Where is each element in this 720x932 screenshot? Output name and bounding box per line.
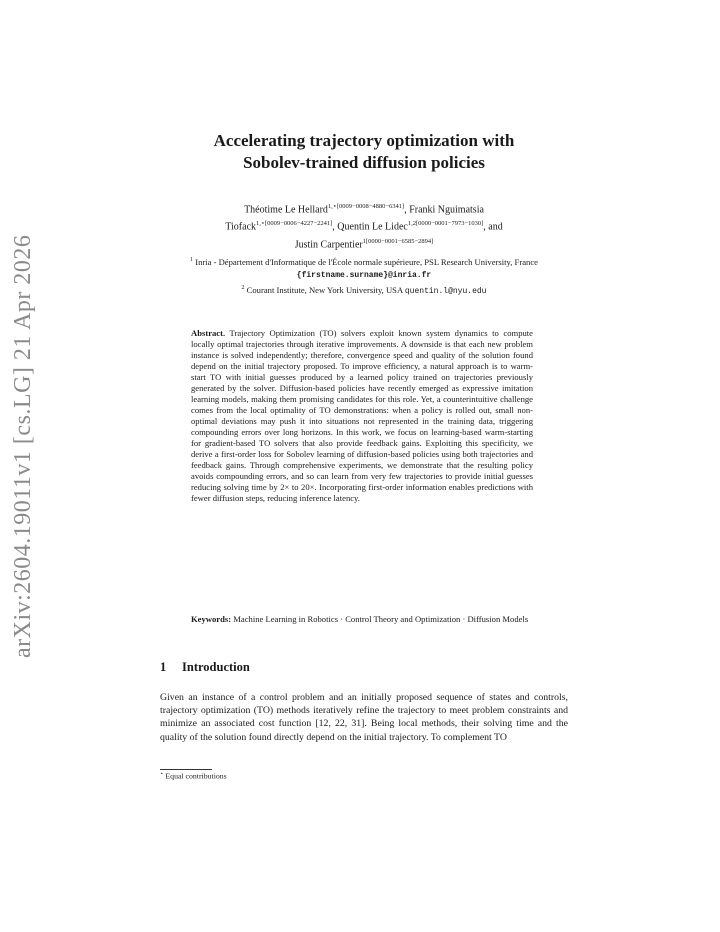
author-name: , Quentin Le Lidec (332, 221, 408, 233)
section-number: 1 (160, 660, 167, 674)
affiliation-text: Inria - Département d'Informatique de l'École normale supérieure, PSL Research University, France (195, 256, 538, 267)
author-affiliation-orcid: 1,⋆[0009−0008−4880−6341] (327, 203, 405, 210)
affiliation-email: {firstname.surname}@inria.fr (296, 270, 432, 280)
section-title: Introduction (182, 660, 250, 674)
title-line-2: Sobolev-trained diffusion policies (243, 153, 485, 172)
keywords-text: Machine Learning in Robotics · Control Theory and Optimization · Diffusion Models (233, 614, 529, 624)
affiliation-number: 2 (241, 284, 245, 291)
affiliation-number: 1 (190, 257, 194, 263)
author-affiliation-orcid: 1,⋆[0009−0006−4227−2241] (256, 220, 333, 228)
author-conjunction: , and (483, 221, 503, 233)
author-line-1 (160, 200, 568, 217)
introduction-paragraph: Given an instance of a control problem and an initially proposed sequence of states and controls, trajectory optimization (TO) methods iteratively refine the trajectory to meet problem constraints and minimize an associated cost function [12, 22, 31]. Being local methods, their solving time and the quality of the solution found directly depend on the initial trajectory. To complement TO (160, 692, 568, 743)
author-list (160, 200, 568, 252)
affiliation-1 (160, 254, 568, 282)
title-line-1: Accelerating trajectory optimization with (213, 131, 515, 150)
abstract (191, 328, 533, 504)
footnote-divider (160, 769, 212, 770)
author-affiliation-orcid: 1,2[0000−0001−7973−1030] (407, 220, 484, 228)
author-line-2 (160, 217, 568, 234)
keywords-label: Keywords: (191, 614, 232, 624)
keywords (191, 614, 533, 625)
affiliations (160, 254, 568, 298)
affiliation-text: Courant Institute, New York University, USA (246, 284, 403, 295)
affiliation-2 (160, 282, 568, 298)
author-name: Tiofack (225, 221, 257, 233)
author-name: , Franki Nguimatsia (404, 204, 484, 216)
author-line-3 (160, 235, 568, 252)
section-heading-introduction (160, 660, 568, 675)
abstract-label: Abstract. (191, 328, 226, 338)
author-name: Théotime Le Hellard (244, 204, 328, 216)
affiliation-email: quentin.l@nyu.edu (404, 286, 487, 296)
author-affiliation-orcid: 1[0000−0001−6585−2894] (362, 237, 434, 245)
author-name: Justin Carpentier (294, 238, 363, 250)
abstract-text: Trajectory Optimization (TO) solvers exploit known system dynamics to compute locally optimal trajectories through iterative improvements. A downside is that each new problem instance is solved independently; therefore, convergence speed and quality of the solution found depend on the initial trajectory proposed. To improve efficiency, a natural approach is to warm-start TO with initial guesses produced by a learned policy trained on trajectories previously generated by the solver. Diffusion-based policies have recently emerged as expressive imitation learning models, making them promising candidates for this role. Yet, a counterintuitive challenge comes from the local optimality of TO demonstrations: when a policy is rolled out, small non-optimal deviations may push it into situations not represented in the training data, triggering compounding errors over long horizons. In this work, we focus on learning-based warm-starting for gradient-based TO solvers that also provide feedback gains. Exploiting this specificity, we derive a first-order loss for Sobolev learning of diffusion-based policies using both trajectories and feedback gains. Through comprehensive experiments, we demonstrate that the resulting policy avoids compounding errors, and so can learn from very few trajectories to provide initial guesses reducing solving time by 2× to 20×. Incorporating first-order information enables predictions with fewer diffusion steps, reducing inference latency. (191, 328, 533, 503)
footnote (160, 771, 227, 781)
footnote-text: Equal contributions (165, 771, 227, 781)
arxiv-identifier-stamp: arXiv:2604.19011v1 [cs.LG] 21 Apr 2026 (10, 234, 36, 658)
footnote-mark: ⋆ (160, 771, 164, 777)
paper-title (160, 130, 568, 174)
